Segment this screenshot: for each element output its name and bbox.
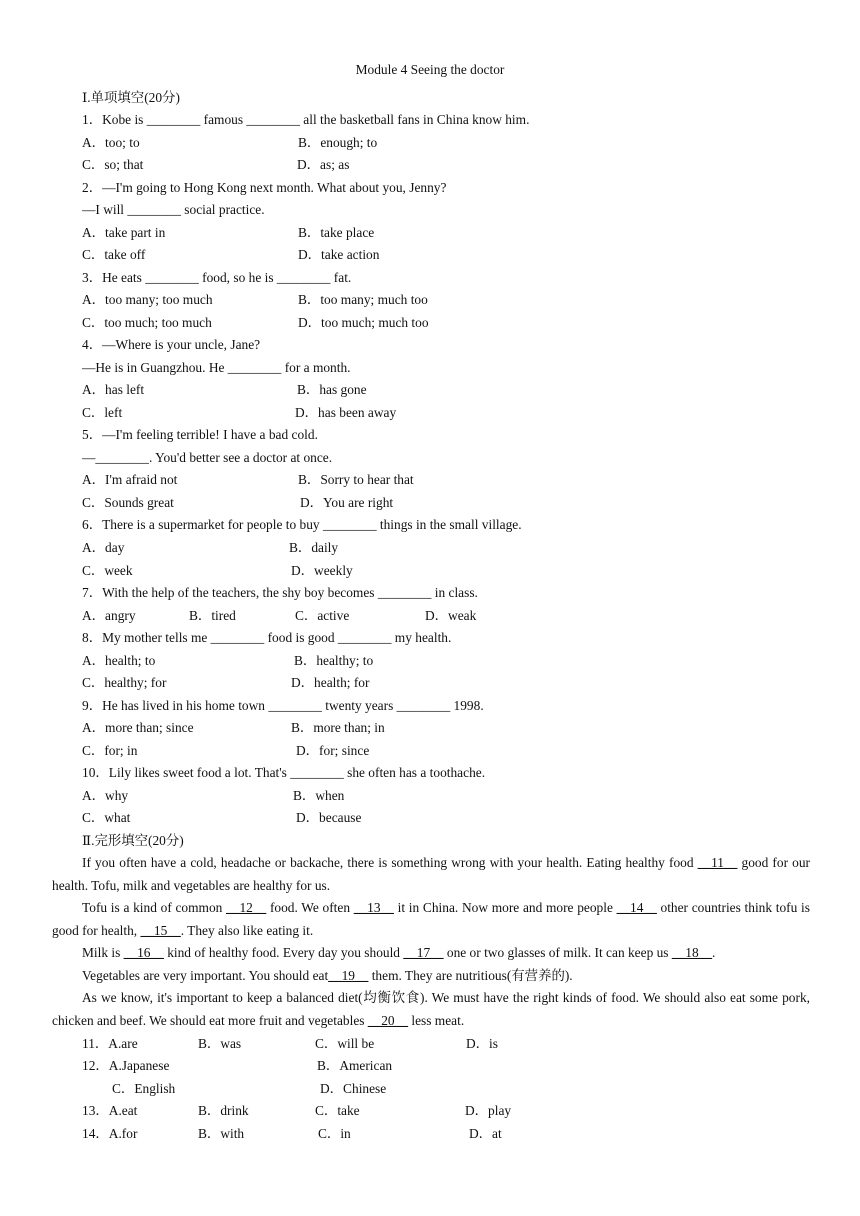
option: B．enough; to <box>298 135 378 150</box>
question-stem: 4．—Where is your uncle, Jane? <box>82 337 261 352</box>
blank: __13__ <box>353 900 394 915</box>
option: C．what <box>82 810 131 825</box>
option: A．I'm afraid not <box>82 472 178 487</box>
question-stem: —________. You'd better see a doctor at once. <box>82 450 333 465</box>
question-stem: 10．Lily likes sweet food a lot. That's ________ she often has a toothache. <box>82 765 486 780</box>
option: A．too many; too much <box>82 292 213 307</box>
option: C．so; that <box>82 157 144 172</box>
option: A．more than; since <box>82 720 194 735</box>
option: D．health; for <box>291 675 370 690</box>
question-stem: 8．My mother tells me ________ food is good ________ my health. <box>82 630 452 645</box>
option: D．take action <box>298 247 380 262</box>
option: B．with <box>198 1126 245 1141</box>
blank: __20__ <box>367 1012 409 1028</box>
option: D．weak <box>425 608 477 623</box>
option: B．too many; much too <box>298 292 428 307</box>
blank: __18__ <box>671 945 713 960</box>
text-run: Tofu is a kind of common <box>82 900 227 915</box>
option: B．drink <box>198 1103 249 1118</box>
option: A．too; to <box>82 135 140 150</box>
option: A．day <box>82 540 125 555</box>
option: D．Chinese <box>320 1081 387 1096</box>
blank: __19__ <box>328 968 369 983</box>
option: D．weekly <box>291 563 353 578</box>
question-stem: 9．He has lived in his home town ________ twenty years ________ 1998. <box>82 698 484 713</box>
text-run: As we know, it's important to keep a balanced diet(均衡饮食). We must have the right kinds of food. We should also eat some pork, chicken and beef. We should eat more fruit and vegetables <box>52 990 810 1028</box>
question-stem: —I will ________ social practice. <box>82 202 265 217</box>
text-run: kind of healthy food. Every day you should <box>163 945 404 960</box>
text-run: . They also like eating it. <box>180 922 314 938</box>
option: A．has left <box>82 382 145 397</box>
text-run: less meat. <box>408 1012 465 1028</box>
text-run: it in China. Now more and more people <box>393 900 617 915</box>
cloze-paragraph <box>52 987 810 1032</box>
option: B．take place <box>298 225 375 240</box>
text-run: one or two glasses of milk. It can keep us <box>443 945 672 960</box>
option: D．too much; much too <box>298 315 429 330</box>
option: B．American <box>317 1058 393 1073</box>
option: D．play <box>465 1103 512 1118</box>
blank: __16__ <box>123 945 164 960</box>
option: C．too much; too much <box>82 315 212 330</box>
option: A．angry <box>82 608 136 623</box>
option: C．active <box>295 608 350 623</box>
text-run: them. They are nutritious(有营养的). <box>368 968 573 983</box>
option: C．Sounds great <box>82 495 174 510</box>
option: B．more than; in <box>291 720 385 735</box>
option: A．why <box>82 788 129 803</box>
question-stem: 5．—I'm feeling terrible! I have a bad cold. <box>82 427 318 442</box>
option: D．You are right <box>300 495 394 510</box>
option: B．tired <box>189 608 236 623</box>
option: C．healthy; for <box>82 675 167 690</box>
option: C．in <box>318 1126 351 1141</box>
option: B．healthy; to <box>294 653 374 668</box>
cloze-paragraph <box>82 965 810 988</box>
section-heading: Ⅱ.完形填空(20分) <box>82 833 184 848</box>
option: A．health; to <box>82 653 156 668</box>
option: D．as; as <box>297 157 350 172</box>
cloze-question: 12．A.Japanese <box>82 1058 170 1073</box>
text-run: good for our health. Tofu, milk and vegetables are healthy for us. <box>52 855 810 893</box>
text-run: . <box>712 945 716 960</box>
question-stem: 7．With the help of the teachers, the shy boy becomes ________ in class. <box>82 585 478 600</box>
cloze-paragraph <box>82 942 810 965</box>
option: C．will be <box>315 1036 375 1051</box>
cloze-paragraph <box>52 852 810 897</box>
option: C．take off <box>82 247 146 262</box>
question-stem: 2．—I'm going to Hong Kong next month. What about you, Jenny? <box>82 180 447 195</box>
text-run: Milk is <box>82 945 124 960</box>
question-stem: 6．There is a supermarket for people to buy ________ things in the small village. <box>82 517 522 532</box>
option: A．take part in <box>82 225 166 240</box>
blank: __11__ <box>697 855 738 870</box>
cloze-question: 14．A.for <box>82 1126 138 1141</box>
section-heading: Ⅰ.单项填空(20分) <box>82 90 180 105</box>
text-run: food. We often <box>266 900 354 915</box>
option: B．when <box>293 788 345 803</box>
cloze-question: 11．A.are <box>82 1036 138 1051</box>
text-run: other countries think tofu is good for health, <box>52 900 810 938</box>
option: C．left <box>82 405 123 420</box>
option: B．daily <box>289 540 339 555</box>
option: C．English <box>112 1081 176 1096</box>
option: D．because <box>296 810 362 825</box>
option: D．has been away <box>295 405 397 420</box>
text-run: If you often have a cold, headache or backache, there is something wrong with your health. Eating healthy food <box>82 855 698 870</box>
option: B．has gone <box>297 382 367 397</box>
cloze-question: 13．A.eat <box>82 1103 138 1118</box>
question-stem: —He is in Guangzhou. He ________ for a month. <box>82 360 351 375</box>
text-run: Vegetables are very important. You should eat <box>82 968 329 983</box>
option: D．for; since <box>296 743 370 758</box>
question-stem: 3．He eats ________ food, so he is ________ fat. <box>82 270 352 285</box>
blank: __12__ <box>226 900 267 915</box>
option: D．is <box>466 1036 498 1051</box>
option: D．at <box>469 1126 502 1141</box>
option: B．was <box>198 1036 242 1051</box>
option: C．week <box>82 563 133 578</box>
blank: __14__ <box>616 900 657 915</box>
blank: __15__ <box>140 922 181 938</box>
option: C．for; in <box>82 743 138 758</box>
question-stem: 1．Kobe is ________ famous ________ all the basketball fans in China know him. <box>82 112 530 127</box>
page-title: Module 4 Seeing the doctor <box>355 62 505 77</box>
cloze-paragraph <box>52 897 810 942</box>
option: C．take <box>315 1103 360 1118</box>
blank: __17__ <box>403 945 444 960</box>
option: B．Sorry to hear that <box>298 472 414 487</box>
